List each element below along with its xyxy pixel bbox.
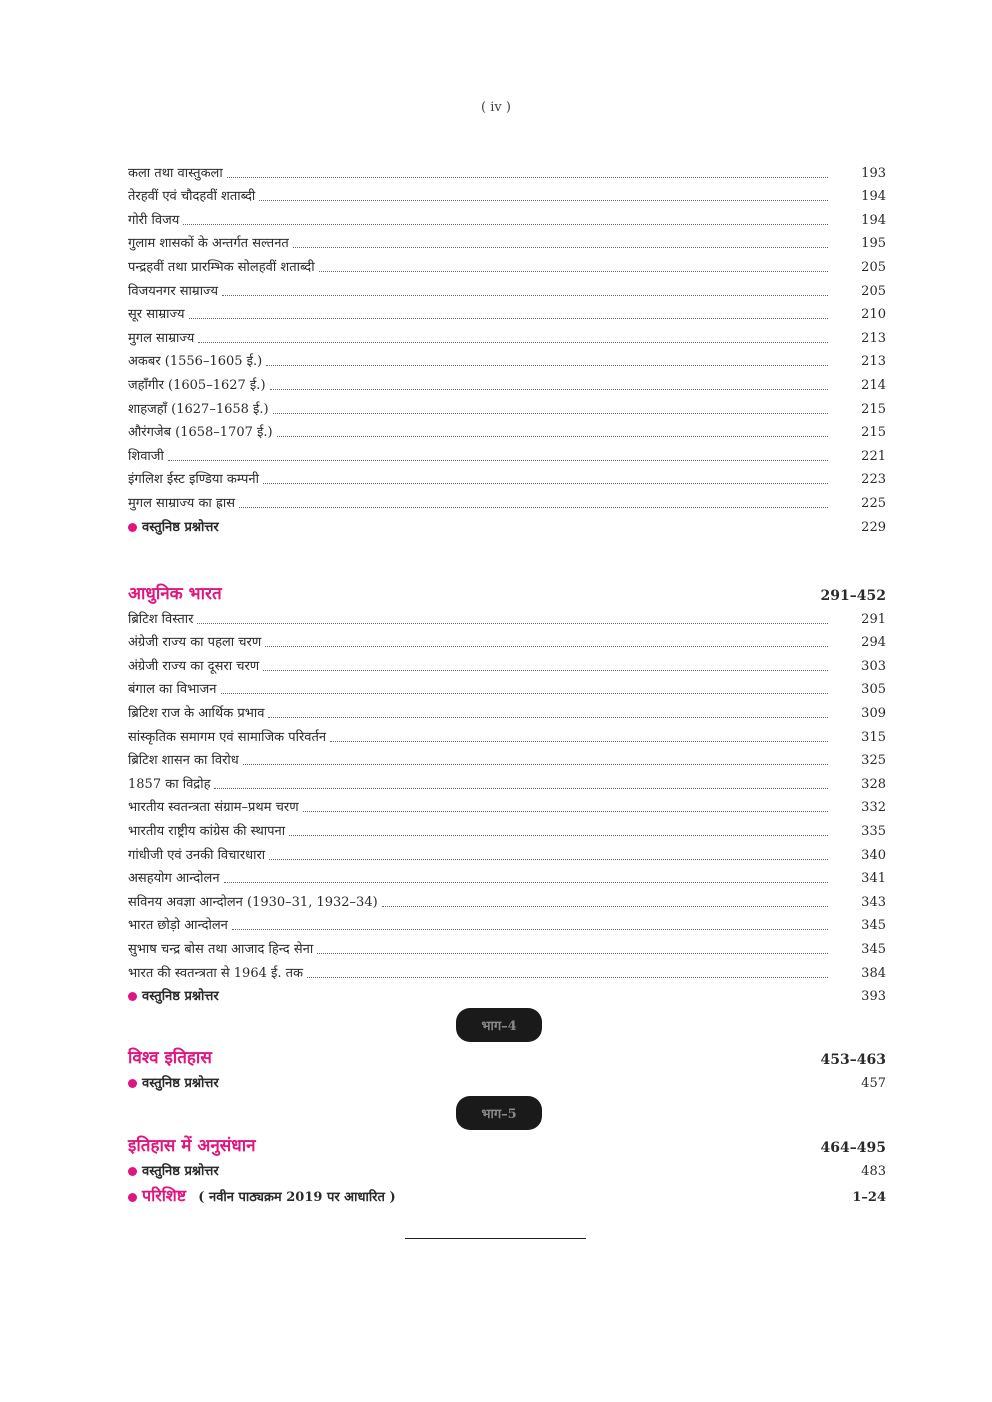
entry-title: वस्तुनिष्ठ प्रश्नोत्तर [142,519,219,535]
entry-title: गोरी विजय [128,212,180,228]
entry-page: 214 [861,377,886,393]
toc-entry[interactable] [128,300,886,324]
dot-leader [239,507,828,508]
entry-title: अंग्रेजी राज्य का दूसरा चरण [128,658,260,674]
entry-title: भारतीय स्वतन्त्रता संग्राम–प्रथम चरण [128,800,299,816]
entry-page: 229 [861,519,886,535]
part-4-badge: भाग–4 [456,1008,542,1042]
toc-entry-objective[interactable] [128,1068,886,1092]
page-number: ( iv ) [481,100,511,115]
appendix-note: ( नवीन पाठ्यक्रम 2019 पर आधारित ) [198,1189,396,1205]
entry-page: 213 [861,354,886,370]
dot-leader [270,389,828,390]
toc-entry[interactable] [128,276,886,300]
entry-page: 328 [861,776,886,792]
entry-page: 483 [861,1163,886,1179]
dot-leader [303,811,828,812]
entry-title: असहयोग आन्दोलन [128,871,220,887]
entry-title: भारतीय राष्ट्रीय कांग्रेस की स्थापना [128,823,286,839]
toc-entry[interactable] [128,746,886,770]
part-5-badge: भाग–5 [456,1096,542,1130]
entry-title: मुगल साम्राज्य [128,330,195,346]
dot-leader [330,741,828,742]
entry-page: 205 [861,283,886,299]
entry-page: 213 [861,330,886,346]
entry-title: वस्तुनिष्ठ प्रश्नोत्तर [142,1075,219,1091]
dot-leader [382,906,828,907]
entry-page: 340 [861,847,886,863]
entry-page: 345 [861,918,886,934]
toc-entry[interactable] [128,158,886,182]
dot-leader [265,646,828,647]
entry-title: तेरहवीं एवं चौदहवीं शताब्दी [128,189,256,205]
entry-title: शाहजहाँ (1627–1658 ई.) [128,401,269,417]
entry-page: 343 [861,894,886,910]
appendix-title: परिशिष्ट [142,1185,187,1205]
section-heading: इतिहास में अनुसंधान [128,1136,256,1156]
entry-page: 335 [861,823,886,839]
dot-leader [243,764,828,765]
dot-leader [259,200,828,201]
toc-entry[interactable] [128,769,886,793]
entry-title: मुगल साम्राज्य का ह्रास [128,495,235,511]
toc-section-modern-india [128,578,886,1005]
entry-page: 205 [861,259,886,275]
dot-leader [269,859,828,860]
entry-page: 291 [861,611,886,627]
entry-title: अकबर (1556–1605 ई.) [128,354,263,370]
toc-entry[interactable] [128,934,886,958]
entry-page: 305 [861,682,886,698]
section-heading-row [128,578,886,604]
entry-title: भारत छोड़ो आन्दोलन [128,918,228,934]
entry-page: 225 [861,495,886,511]
toc-entry[interactable] [128,604,886,628]
toc-entry[interactable] [128,675,886,699]
bullet-icon [128,992,137,1001]
entry-title: गांधीजी एवं उनकी विचारधारा [128,847,266,863]
entry-page: 325 [861,753,886,769]
entry-title: बंगाल का विभाजन [128,682,217,698]
dot-leader [198,342,828,343]
section-range: 453–463 [820,1052,886,1068]
entry-title: इंगलिश ईस्ट इण्डिया कम्पनी [128,472,259,488]
entry-title: औरंगजेब (1658–1707 ई.) [128,425,273,441]
dot-leader [266,365,828,366]
dot-leader [268,717,828,718]
toc-entry[interactable] [128,465,886,489]
entry-page: 221 [861,448,886,464]
bullet-icon [128,1167,137,1176]
toc-entry[interactable] [128,911,886,935]
dot-leader [307,977,828,978]
dot-leader [221,693,828,694]
dot-leader [183,224,828,225]
entry-title: जहाँगीर (1605–1627 ई.) [128,377,266,393]
entry-page: 303 [861,658,886,674]
entry-title: सविनय अवज्ञा आन्दोलन (1930–31, 1932–34) [128,894,378,910]
dot-leader [222,295,828,296]
dot-leader [289,835,828,836]
bullet-icon [128,1079,137,1088]
entry-page: 215 [861,425,886,441]
toc-entry[interactable] [128,441,886,465]
dot-leader [232,929,828,930]
toc-entry[interactable] [128,651,886,675]
toc-entry[interactable] [128,370,886,394]
entry-page: 384 [861,965,886,981]
toc-entry[interactable] [128,252,886,276]
toc-entry[interactable] [128,182,886,206]
dot-leader [214,788,828,789]
dot-leader [277,436,828,437]
entry-title: गुलाम शासकों के अन्तर्गत सल्तनत [128,236,289,252]
toc-entry[interactable] [128,628,886,652]
toc-entry[interactable] [128,323,886,347]
dot-leader [197,623,828,624]
entry-page: 194 [861,212,886,228]
entry-page: 309 [861,705,886,721]
toc-entry-objective[interactable] [128,982,886,1006]
section-heading: विश्व इतिहास [128,1048,212,1068]
entry-title: विजयनगर साम्राज्य [128,283,219,299]
entry-page: 315 [861,729,886,745]
entry-page: 215 [861,401,886,417]
entry-title: सूर साम्राज्य [128,307,185,323]
section-range: 464–495 [820,1140,886,1156]
entry-page: 345 [861,941,886,957]
dot-leader [317,953,828,954]
entry-title: वस्तुनिष्ठ प्रश्नोत्तर [142,989,219,1005]
entry-page: 223 [861,472,886,488]
toc-entry[interactable] [128,347,886,371]
entry-page: 332 [861,800,886,816]
toc-entry-objective[interactable] [128,512,886,536]
dot-leader [227,177,828,178]
entry-page: 341 [861,871,886,887]
entry-page: 1–24 [852,1189,886,1205]
toc-section-research [128,1130,886,1206]
dot-leader [168,460,828,461]
toc-entry[interactable] [128,722,886,746]
entry-title: सांस्कृतिक समागम एवं सामाजिक परिवर्तन [128,729,327,745]
toc-entry[interactable] [128,887,886,911]
toc-entry[interactable] [128,394,886,418]
entry-title: सुभाष चन्द्र बोस तथा आजाद हिन्द सेना [128,941,314,957]
entry-page: 393 [861,989,886,1005]
toc-entry[interactable] [128,840,886,864]
toc-entry-objective[interactable] [128,1156,886,1180]
toc-section-medieval [128,158,886,536]
entry-page: 294 [861,635,886,651]
toc-entry[interactable] [128,864,886,888]
dot-leader [224,882,828,883]
toc-entry[interactable] [128,958,886,982]
toc-entry[interactable] [128,205,886,229]
section-heading: आधुनिक भारत [128,584,222,604]
dot-leader [319,271,828,272]
entry-page: 195 [861,236,886,252]
entry-page: 193 [861,165,886,181]
toc-entry[interactable] [128,229,886,253]
dot-leader [189,318,828,319]
toc-entry-appendix[interactable] [128,1180,886,1206]
entry-page: 457 [861,1075,886,1091]
toc-entry[interactable] [128,698,886,722]
end-rule [405,1238,586,1239]
entry-title: शिवाजी [128,448,164,464]
entry-title: अंग्रेजी राज्य का पहला चरण [128,635,262,651]
bullet-icon [128,1193,137,1202]
entry-title: ब्रिटिश विस्तार [128,611,194,627]
toc-section-world-history [128,1042,886,1092]
dot-leader [263,670,828,671]
entry-title: कला तथा वास्तुकला [128,165,223,181]
dot-leader [263,483,828,484]
toc-entry[interactable] [128,418,886,442]
section-range: 291–452 [820,588,886,604]
entry-title: 1857 का विद्रोह [128,776,211,792]
entry-title: भारत की स्वतन्त्रता से 1964 ई. तक [128,965,304,981]
entry-title: ब्रिटिश शासन का विरोध [128,753,239,769]
entry-page: 194 [861,189,886,205]
entry-page: 210 [861,307,886,323]
toc-entry[interactable] [128,488,886,512]
dot-leader [293,247,828,248]
entry-title: ब्रिटिश राज के आर्थिक प्रभाव [128,705,265,721]
toc-entry[interactable] [128,816,886,840]
dot-leader [273,413,828,414]
entry-title: वस्तुनिष्ठ प्रश्नोत्तर [142,1163,219,1179]
toc-entry[interactable] [128,793,886,817]
entry-title: पन्द्रहवीं तथा प्रारम्भिक सोलहवीं शताब्दी [128,259,315,275]
bullet-icon [128,523,137,532]
